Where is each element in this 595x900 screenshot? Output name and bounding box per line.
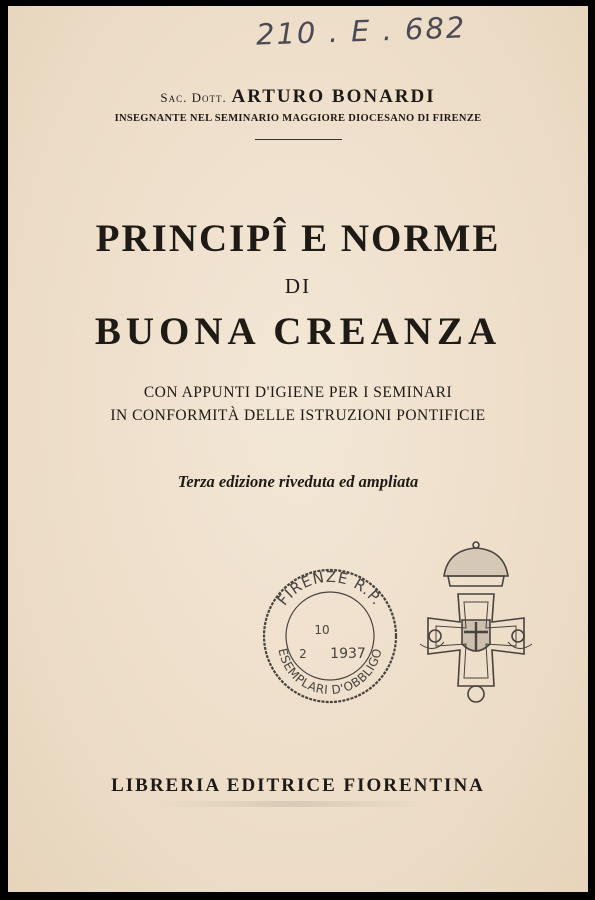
- faint-bleedthrough: [158, 801, 428, 807]
- author-line: [8, 86, 588, 108]
- stamp-day: 10: [314, 623, 330, 637]
- crest-stamp: [420, 542, 532, 702]
- round-date-stamp: [264, 568, 396, 702]
- stamp-text-top: FIRENZE R.P.: [273, 567, 387, 609]
- shelfmark-annotation: 210 . E . 682: [255, 10, 467, 52]
- divider-rule: [255, 139, 342, 140]
- title-line-2: DI: [284, 274, 312, 298]
- subtitle-line-1: CON APPUNTI D'IGIENE PER I SEMINARI: [143, 384, 453, 401]
- author-prefix: Sac. Dott.: [160, 90, 227, 105]
- stamp-text-bottom: ESEMPLARI D'OBBLIGO: [275, 646, 385, 698]
- title-page: [8, 6, 588, 892]
- title-line-3: BUONA CREANZA: [94, 310, 502, 353]
- publisher-name: LIBRERIA EDITRICE FIORENTINA: [111, 775, 485, 796]
- subtitle-line-2: IN CONFORMITÀ DELLE ISTRUZIONI PONTIFICIE: [110, 407, 486, 424]
- stamp-year: 1937: [330, 646, 366, 662]
- author-affiliation: INSEGNANTE NEL SEMINARIO MAGGIORE DIOCESANO DI FIRENZE: [114, 113, 482, 124]
- stamp-month: 2: [299, 647, 307, 661]
- library-stamps: [248, 536, 548, 736]
- author-name: ARTURO BONARDI: [231, 86, 436, 107]
- edition-note: Terza edizione riveduta ed ampliata: [177, 472, 419, 491]
- title-line-1: PRINCIPÎ E NORME: [95, 217, 501, 260]
